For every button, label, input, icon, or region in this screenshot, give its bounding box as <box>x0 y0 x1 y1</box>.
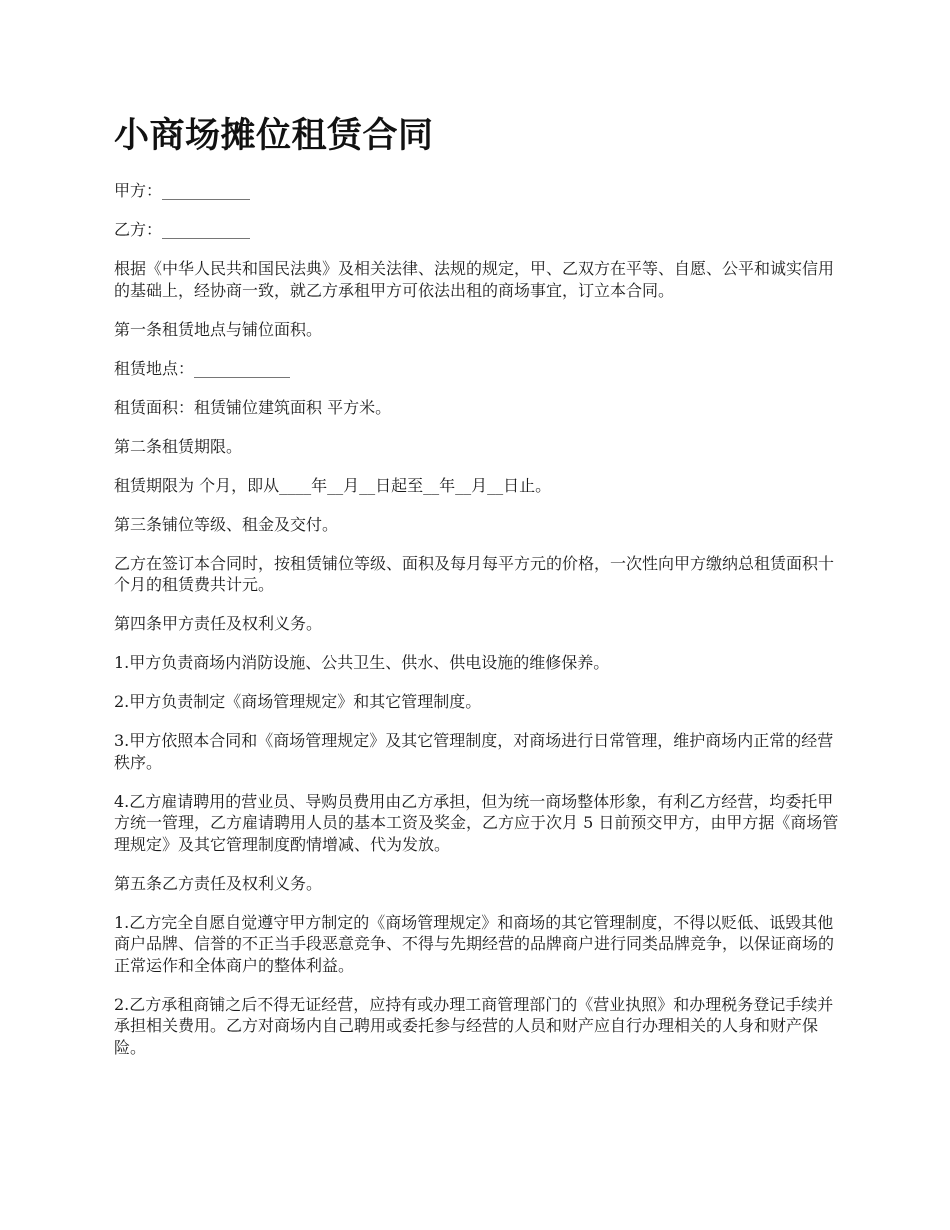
party-b-clause-1: 1.乙方完全自愿自觉遵守甲方制定的《商场管理规定》和商场的其它管理制度，不得以贬低、诋毁其他商户品牌、信誉的不正当手段恶意竞争、不得与先期经营的品牌商户进行同类品牌竞争，以保证商场的正常运作和全体商户的整体利益。 <box>114 912 835 975</box>
article-3-heading: 第三条铺位等级、租金及交付。 <box>114 514 339 534</box>
lease-location-line: 租赁地点：____________ <box>114 358 291 378</box>
article-1-heading: 第一条租赁地点与铺位面积。 <box>114 319 323 339</box>
party-a-line: 甲方：___________ <box>114 181 251 200</box>
party-a-clause-1: 1.甲方负责商场内消防设施、公共卫生、供水、供电设施的维修保养。 <box>114 653 610 672</box>
party-a-clause-4: 4.乙方雇请聘用的营业员、导购员费用由乙方承担，但为统一商场整体形象，有利乙方经营，均委托甲方统一管理，乙方雇请聘用人员的基本工资及奖金，乙方应于次月 5 日前预交甲方，由甲方据《商场管理规定》及其它管理制度酌情增减、代为发放。 <box>114 791 839 854</box>
party-a-clause-2: 2.甲方负责制定《商场管理规定》和其它管理制度。 <box>114 692 482 711</box>
article-2-heading: 第二条租赁期限。 <box>114 436 243 456</box>
lease-area-line: 租赁面积：租赁铺位建筑面积 平方米。 <box>114 397 392 417</box>
lease-term-line: 租赁期限为 个月，即从____年__月__日起至__年__月__日止。 <box>114 475 552 495</box>
rent-payment-paragraph: 乙方在签订本合同时，按租赁铺位等级、面积及每月每平方元的价格，一次性向甲方缴纳总租赁面积十个月的租赁费共计元。 <box>114 553 835 594</box>
party-b-clause-2: 2.乙方承租商铺之后不得无证经营，应持有或办理工商管理部门的《营业执照》和办理税务登记手续并承担相关费用。乙方对商场内自己聘用或委托参与经营的人员和财产应自行办理相关的人身和财产保险。 <box>114 994 834 1057</box>
party-a-clause-3: 3.甲方依照本合同和《商场管理规定》及其它管理制度，对商场进行日常管理，维护商场内正常的经营秩序。 <box>114 731 834 772</box>
document-title: 小商场摊位租赁合同 <box>114 115 434 156</box>
party-b-line: 乙方：___________ <box>114 220 251 239</box>
document-page <box>114 0 842 1076</box>
article-5-heading: 第五条乙方责任及权利义务。 <box>114 873 323 893</box>
article-4-heading: 第四条甲方责任及权利义务。 <box>114 614 323 633</box>
preamble-paragraph: 根据《中华人民共和国民法典》及相关法律、法规的规定，甲、乙双方在平等、自愿、公平和诚实信用的基础上，经协商一致，就乙方承租甲方可依法出租的商场事宜，订立本合同。 <box>114 259 835 300</box>
